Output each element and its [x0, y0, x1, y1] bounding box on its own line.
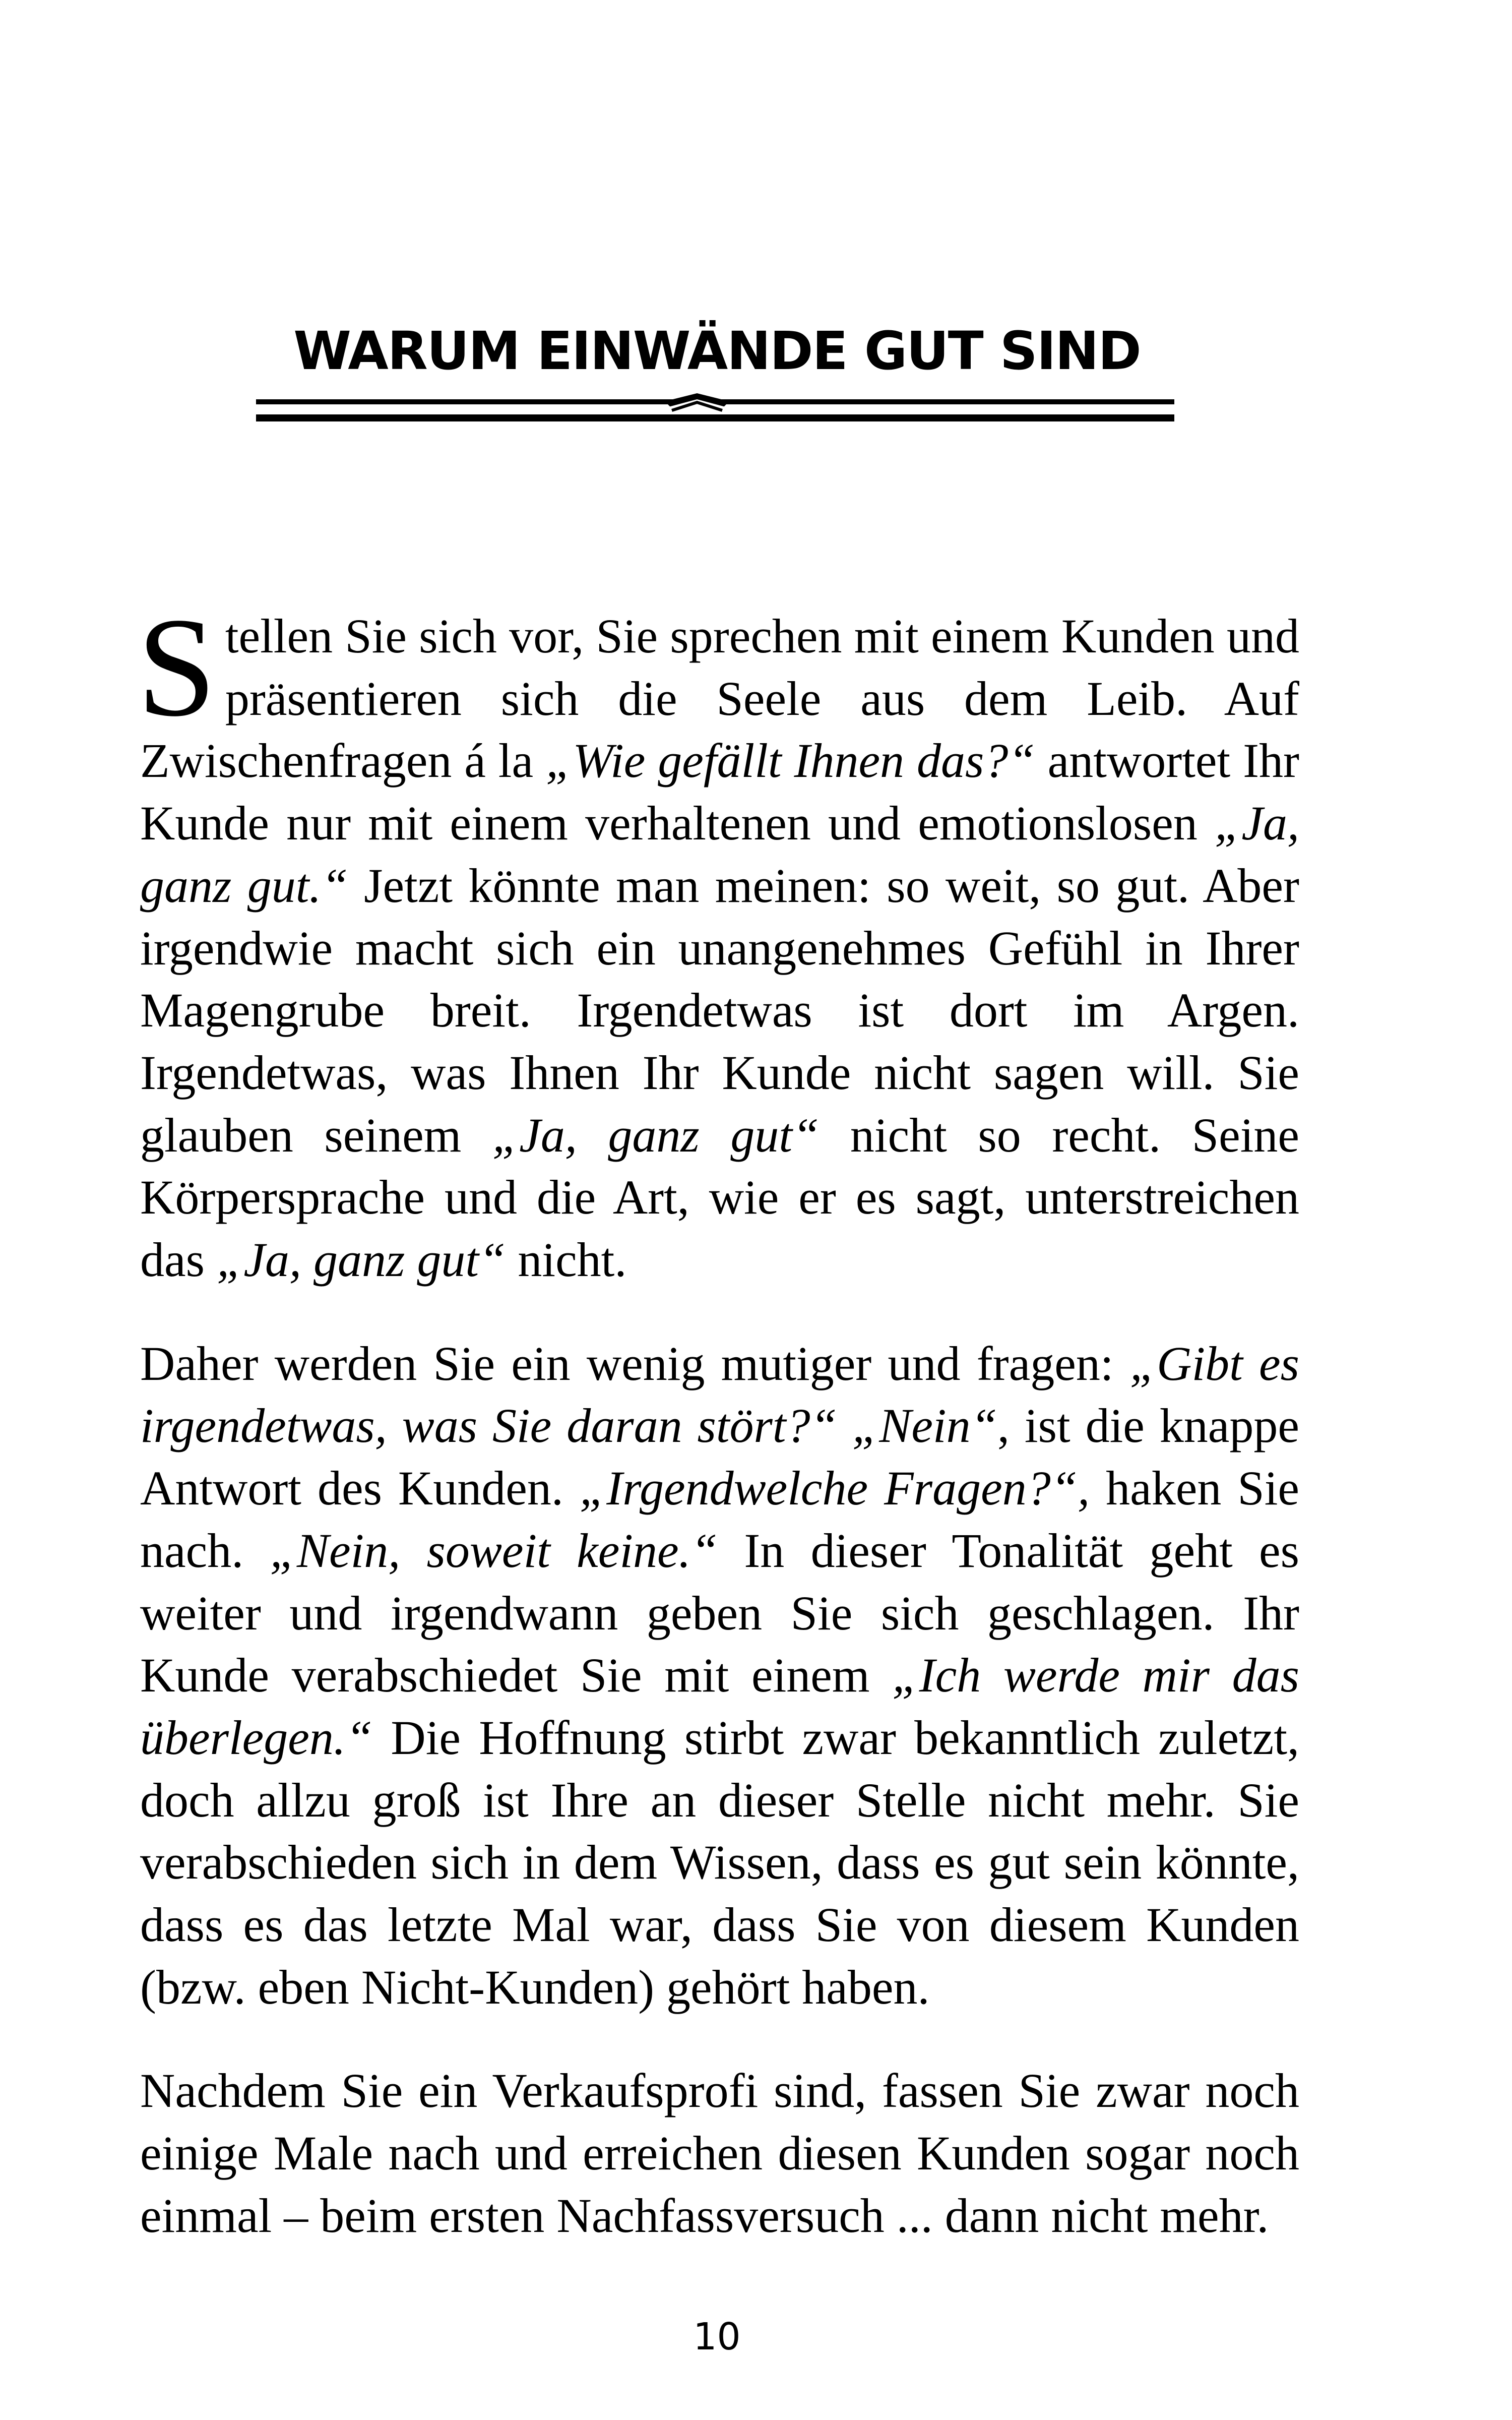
text-run: antwortet Ihr Kunde nur mit einem verhaltenen und emotionslosen — [140, 734, 1300, 851]
paragraph-2 — [140, 1333, 1299, 2019]
text-run: In dieser Tonalität geht es weiter und irgendwann geben Sie sich geschlagen. Ihr Kunde verabschiedet Sie mit einem — [140, 1523, 1300, 1703]
body-text — [137, 588, 1300, 2247]
double-line-chevron-divider-icon — [256, 393, 1174, 424]
text-run: , ist die knappe Antwort des Kunden. — [140, 1399, 1300, 1516]
italic-quote: „Ich werde mir das überlegen.“ — [140, 1648, 1300, 1765]
text-run: Jetzt könnte man meinen: so weit, so gut. Aber irgendwie macht sich ein unangenehmes Gefühl in Ihrer Magengrube breit. Irgendetwas ist dort im Argen. Irgendetwas, was Ihnen Ihr Kunde nicht sagen will. Sie glauben seinem — [140, 858, 1300, 1162]
text-run: nicht. — [506, 1233, 627, 1287]
paragraph-3 — [140, 2060, 1299, 2247]
page-number: 10 — [693, 2315, 741, 2358]
italic-quote: „Irgendwelche Fragen?“, — [579, 1461, 1090, 1516]
italic-quote: „Ja, ganz gut“ — [492, 1108, 820, 1162]
italic-quote: „Ja, ganz gut“ — [216, 1233, 506, 1287]
italic-quote: „Wie gefällt Ihnen das?“ — [546, 734, 1035, 788]
drop-cap: S — [137, 588, 216, 746]
text-run: Daher werden Sie ein wenig mutiger und fragen: — [140, 1336, 1130, 1390]
text-run: tellen Sie sich vor, Sie sprechen mit einem Kunden und präsentieren sich die Seele aus dem Leib. Auf Zwischenfragen á la — [140, 609, 1299, 788]
italic-quote: „Nein, soweit keine.“ — [270, 1523, 718, 1578]
italic-quote: „Gibt es irgendetwas, was Sie daran stört?“ „Nein“ — [140, 1336, 1300, 1453]
text-run: Die Hoffnung stirbt zwar bekanntlich zuletzt, doch allzu groß ist Ihre an dieser Stelle nicht mehr. Sie verabschieden sich in dem Wissen, dass es gut sein könnte, dass es das letzte Mal war, dass Sie von diesem Kunden (bzw. eben Nicht-Kunden) gehört haben. — [140, 1710, 1299, 2014]
text-run: Nachdem Sie ein Verkaufsprofi sind, fassen Sie zwar noch einige Male nach und erreichen diesen Kunden sogar noch einmal – beim ersten Nachfassversuch ... dann nicht mehr. — [140, 2064, 1299, 2243]
paragraph-1 — [137, 588, 1300, 1291]
text-run: nicht so recht. Seine Körpersprache und die Art, wie er es sagt, unterstreichen das — [140, 1108, 1299, 1287]
chapter-title: WARUM EINWÄNDE GUT SIND — [293, 320, 1141, 382]
italic-quote: „Ja, ganz gut.“ — [140, 796, 1299, 913]
text-run: haken Sie nach. — [140, 1461, 1300, 1578]
